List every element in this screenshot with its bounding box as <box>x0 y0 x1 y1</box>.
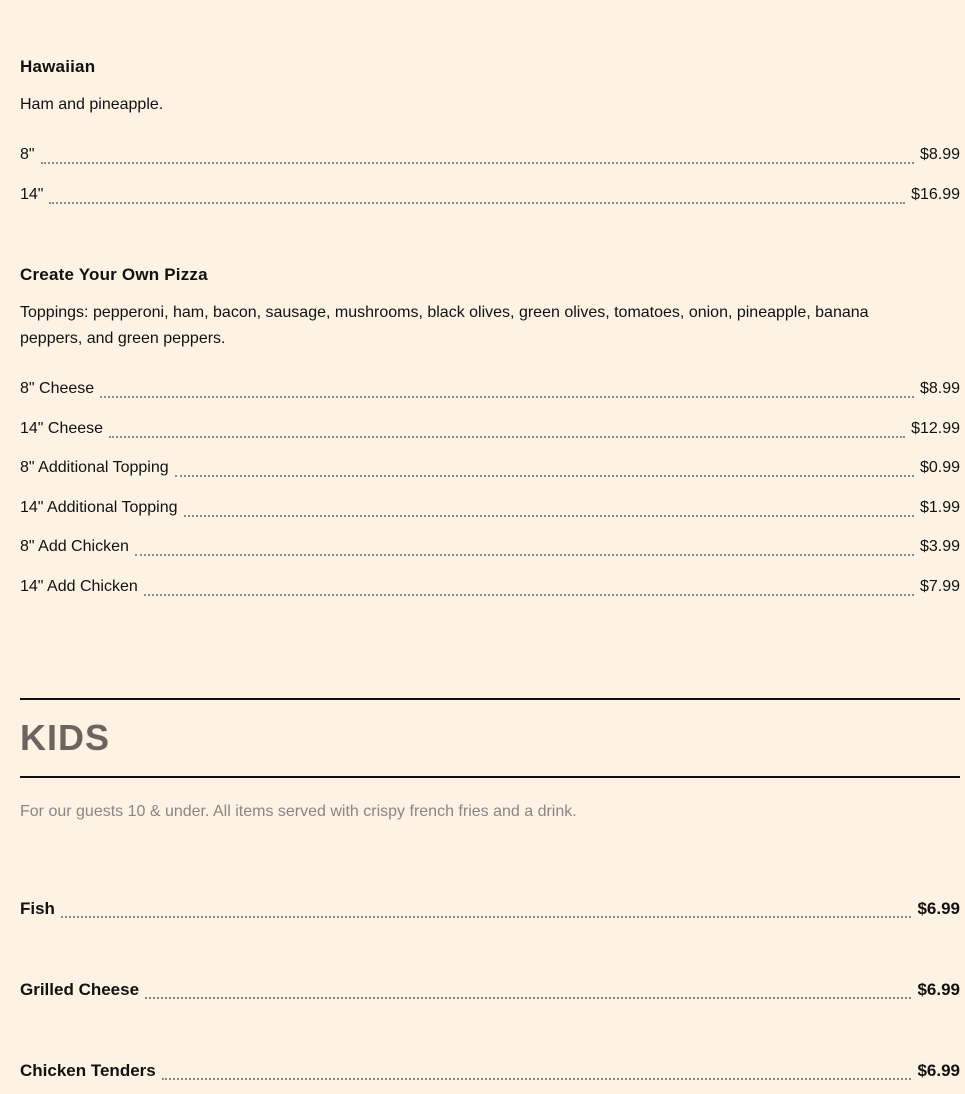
hawaiian-description: Ham and pineapple. <box>20 96 164 113</box>
dot-leader <box>100 388 914 398</box>
price-value: $7.99 <box>919 578 960 595</box>
item-name: Grilled Cheese <box>20 980 140 999</box>
price-value: $16.99 <box>911 186 960 203</box>
item-name: Fish <box>20 899 55 918</box>
kids-item-chicken-tenders <box>20 1060 960 1082</box>
price-value: $8.99 <box>919 380 960 397</box>
price-row-8-cheese <box>20 378 960 400</box>
price-value: $0.99 <box>919 459 960 476</box>
price-value: $3.99 <box>919 538 960 555</box>
dot-leader <box>41 154 914 164</box>
size-label: 8" <box>20 146 35 163</box>
create-your-own-title: Create Your Own Pizza <box>20 265 208 284</box>
kids-section-note: For our guests 10 & under. All items served with crispy french fries and a drink. <box>20 803 577 820</box>
create-your-own-description: Toppings: pepperoni, ham, bacon, sausage, mushrooms, black olives, green olives, tomatoes, onion, pineapple, banana peppers, and green peppers. <box>20 304 869 347</box>
kids-item-grilled-cheese <box>20 979 960 1001</box>
price-value: $6.99 <box>917 899 960 918</box>
price-value: $1.99 <box>919 499 960 516</box>
price-value: $6.99 <box>917 1061 960 1080</box>
option-label: 8" Add Chicken <box>20 538 129 555</box>
price-row-hawaiian-14 <box>20 184 960 206</box>
dot-leader <box>109 428 905 438</box>
dot-leader <box>144 586 914 596</box>
kids-item-fish <box>20 898 960 920</box>
option-label: 14" Additional Topping <box>20 499 178 516</box>
price-row-14-additional-topping <box>20 497 960 519</box>
price-row-14-add-chicken <box>20 576 960 598</box>
dot-leader <box>184 507 914 517</box>
price-value: $8.99 <box>919 146 960 163</box>
section-bottom-divider <box>20 776 960 778</box>
option-label: 8" Additional Topping <box>20 459 169 476</box>
section-top-divider <box>20 698 960 700</box>
price-value: $6.99 <box>917 980 960 999</box>
hawaiian-title: Hawaiian <box>20 57 96 76</box>
dot-leader <box>162 1070 912 1080</box>
option-label: 14" Add Chicken <box>20 578 138 595</box>
price-value: $12.99 <box>911 420 960 437</box>
dot-leader <box>61 908 912 918</box>
dot-leader <box>175 467 914 477</box>
price-row-hawaiian-8 <box>20 144 960 166</box>
option-label: 8" Cheese <box>20 380 95 397</box>
price-row-8-add-chicken <box>20 536 960 558</box>
price-row-14-cheese <box>20 418 960 440</box>
price-row-8-additional-topping <box>20 457 960 479</box>
option-label: 14" Cheese <box>20 420 104 437</box>
dot-leader <box>135 546 914 556</box>
item-name: Chicken Tenders <box>20 1061 156 1080</box>
size-label: 14" <box>20 186 44 203</box>
kids-section-title: KIDS <box>20 717 111 758</box>
dot-leader <box>145 989 911 999</box>
dot-leader <box>49 194 905 204</box>
